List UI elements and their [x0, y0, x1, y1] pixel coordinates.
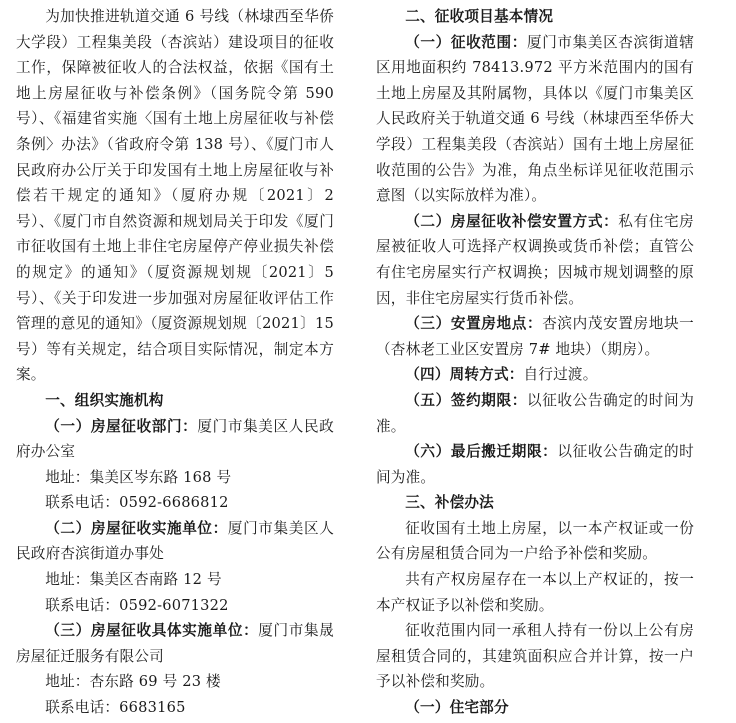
method-paragraph	[376, 209, 694, 311]
compensation-paragraph-1: 征收国有土地上房屋，以一本产权证或一份公有房屋租赁合同为一户给予补偿和奖励。	[376, 519, 694, 563]
dept3-phone: 联系电话：6683165	[45, 699, 186, 717]
dept2-label: （二）房屋征收实施单位：	[45, 519, 228, 537]
place-label: （三）安置房地点：	[405, 315, 543, 333]
scope-text: 厦门市集美区杏滨街道辖区用地面积约 78413.972 平方米范围内的国有土地上房屋及其附属物，具体以《厦门市集美区人民政府关于轨道交通 6 号线（林埭西至华侨大学段）工程集美段（杏滨站）国有土地上房屋征收范围的公告》为准，角点坐标详见征收范围示意图（以实际放样为准）。	[376, 33, 694, 205]
dept1-address: 地址：集美区岑东路 168 号	[45, 468, 232, 486]
dept3-paragraph	[16, 618, 334, 669]
scope-label: （一）征收范围：	[405, 33, 527, 51]
dept2-phone: 联系电话：0592-6071322	[45, 596, 229, 614]
section-heading-organization: 一、组织实施机构	[45, 391, 164, 409]
dept3-value: 厦门市集晟房屋征迁服务有限公司	[16, 622, 334, 665]
sign-text: 以征收公告确定的时间为准。	[376, 391, 694, 435]
sign-paragraph	[376, 388, 694, 439]
section-heading-project: 二、征收项目基本情况	[405, 8, 554, 25]
move-text: 以征收公告确定的时间为准。	[376, 443, 694, 486]
sign-label: （五）签约期限：	[405, 391, 527, 409]
place-paragraph	[376, 311, 694, 362]
compensation-paragraph-2: 共有产权房屋存在一本以上产权证的，按一本产权证予以补偿和奖励。	[376, 571, 694, 614]
place-text: 杏滨内茂安置房地块一（杏林老工业区安置房 7# 地块）（期房）。	[376, 315, 694, 358]
dept2-value: 厦门市集美区人民政府杏滨街道办事处	[16, 519, 334, 563]
method-text: 私有住宅房屋被征收人可选择产权调换或货币补偿；直管公有住宅房屋实行产权调换；因城市规划调整的原因，非住宅房屋实行货币补偿。	[376, 212, 694, 307]
scope-paragraph	[376, 30, 694, 209]
move-paragraph	[376, 439, 694, 490]
dept1-phone: 联系电话：0592-6686812	[45, 494, 229, 512]
method-label: （二）房屋征收补偿安置方式：	[405, 212, 619, 230]
subsection-heading-residential: （一）住宅部分	[405, 699, 509, 717]
dept3-label: （三）房屋征收具体实施单位：	[45, 622, 259, 640]
right-column	[376, 4, 694, 721]
move-label: （六）最后搬迁期限：	[405, 443, 558, 461]
intro-paragraph: 为加快推进轨道交通 6 号线（林埭西至华侨大学段）工程集美段（杏滨站）建设项目的征收工作，保障被征收人的合法权益，依据《国有土地上房屋征收与补偿条例》（国务院令第 590 号）、《福建省实施〈国有土地上房屋征收与补偿条例〉办法》（省政府令第 138 号）、《厦门市人民政府办公厅关于印发国有土地上房屋征收与补偿若干规定的通知》（厦府办规〔2021〕2 号）、《厦门市自然资源和规划局关于印发《厦门市征收国有土地上非住宅房屋停产停业损失补偿的规定》的通知》（厦资源规划规〔2021〕5 号）、《关于印发进一步加强对房屋征收评估工作管理的意见的通知》（厦资源规划规〔2021〕15 号）等有关规定，结合项目实际情况，制定本方案。	[16, 8, 334, 384]
dept2-address: 地址：集美区杏南路 12 号	[45, 571, 222, 589]
dept1-paragraph	[16, 414, 334, 465]
transit-text: 自行过渡。	[523, 366, 598, 384]
compensation-paragraph-3: 征收范围内同一承租人持有一份以上公有房屋租赁合同的，其建筑面积应合并计算，按一户予以补偿和奖励。	[376, 622, 694, 691]
dept1-value: 厦门市集美区人民政府办公室	[16, 417, 334, 461]
transit-paragraph	[376, 362, 694, 388]
dept3-address: 地址：杏东路 69 号 23 楼	[45, 673, 221, 691]
left-column	[16, 4, 334, 721]
transit-label: （四）周转方式：	[405, 366, 524, 384]
dept1-label: （一）房屋征收部门：	[45, 417, 198, 435]
section-heading-compensation: 三、补偿办法	[405, 494, 494, 512]
dept2-paragraph	[16, 516, 334, 567]
